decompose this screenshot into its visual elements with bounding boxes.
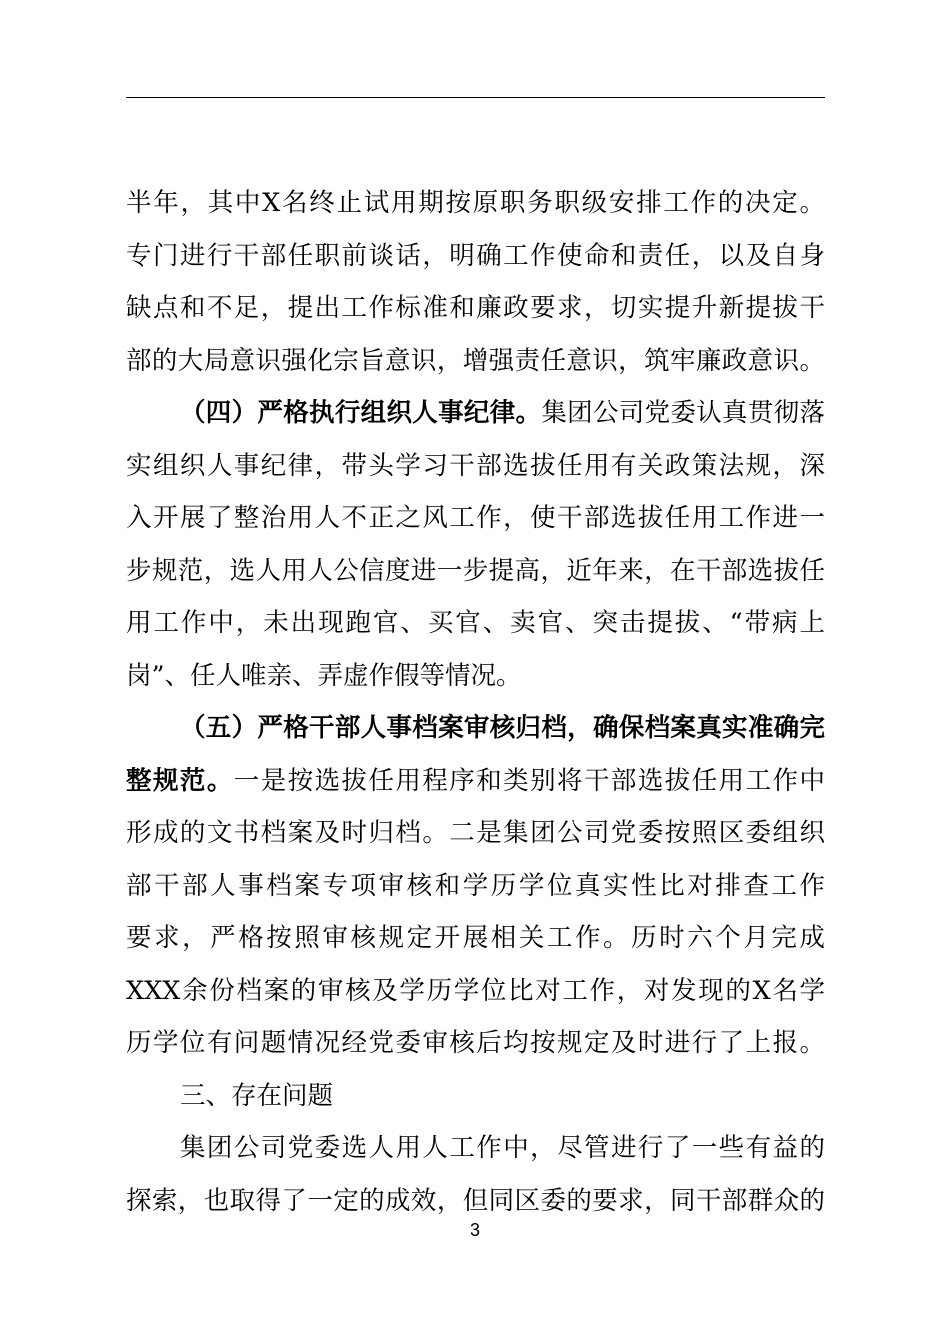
text-line: [126, 492, 825, 545]
line-text: 要求，严格按照审核规定开展相关工作。历时六个月完成: [126, 923, 825, 953]
section-five-title: （五）严格干部人事档案审核归档，确保档案真实准确完: [180, 713, 825, 743]
text-line: [126, 597, 825, 650]
text-line: [126, 860, 825, 913]
text-line: [126, 912, 825, 965]
line-text: XXX余份档案的审核及学历学位比对工作，对发现的X名学: [126, 975, 825, 1006]
line-text: 部的大局意识强化宗旨意识，增强责任意识，筑牢廉政意识。: [126, 345, 825, 376]
line-text: 集团公司党委选人用人工作中，尽管进行了一些有益的: [180, 1133, 825, 1163]
text-line: [126, 755, 825, 808]
text-line: [126, 230, 825, 283]
line-text: 集团公司党委认真贯彻落: [541, 398, 825, 428]
line-text: 入开展了整治用人不正之风工作，使干部选拔任用工作进一: [126, 503, 825, 533]
line-text: 步规范，选人用人公信度进一步提高，近年来，在干部选拔任: [126, 555, 825, 586]
line-text: 历学位有问题情况经党委审核后均按规定及时进行了上报。: [126, 1028, 825, 1058]
text-line: [126, 965, 825, 1018]
line-text: 实组织人事纪律，带头学习干部选拔任用有关政策法规，深: [126, 450, 825, 481]
text-line: [126, 650, 825, 703]
body-text: [126, 177, 825, 1227]
page-number: 3: [469, 1220, 480, 1240]
section-four-title: （四）严格执行组织人事纪律。: [180, 398, 542, 428]
text-line: [126, 177, 825, 230]
line-text: 形成的文书档案及时归档。二是集团公司党委按照区委组织: [126, 818, 825, 848]
line-text: 部干部人事档案专项审核和学历学位真实性比对排查工作: [126, 870, 825, 901]
line-text: 探索，也取得了一定的成效，但同区委的要求，同干部群众的: [126, 1185, 825, 1216]
text-line: [126, 440, 825, 493]
section-four-first-line: [126, 387, 825, 440]
section-heading: [126, 1070, 825, 1123]
line-text: 岗”、任人唯亲、弄虚作假等情况。: [126, 660, 522, 691]
text-line: [126, 1122, 825, 1175]
line-text: 半年，其中X名终止试用期按原职务职级安排工作的决定。: [126, 188, 825, 218]
text-line: [126, 545, 825, 598]
text-line: [126, 1017, 825, 1070]
text-line: [126, 282, 825, 335]
header-rule: [126, 97, 825, 98]
line-text: 缺点和不足，提出工作标准和廉政要求，切实提升新提拔干: [126, 293, 825, 323]
heading-text: 三、存在问题: [180, 1080, 334, 1111]
line-text: 专门进行干部任职前谈话，明确工作使命和责任，以及自身: [126, 240, 825, 271]
text-line: [126, 807, 825, 860]
line-text: 一是按选拔任用程序和类别将干部选拔任用工作中: [233, 765, 825, 796]
section-five-first-line: [126, 702, 825, 755]
line-text: 用工作中，未出现跑官、买官、卖官、突击提拔、“带病上: [126, 608, 825, 638]
section-five-title-cont: 整规范。: [126, 765, 234, 796]
text-line: [126, 335, 825, 388]
